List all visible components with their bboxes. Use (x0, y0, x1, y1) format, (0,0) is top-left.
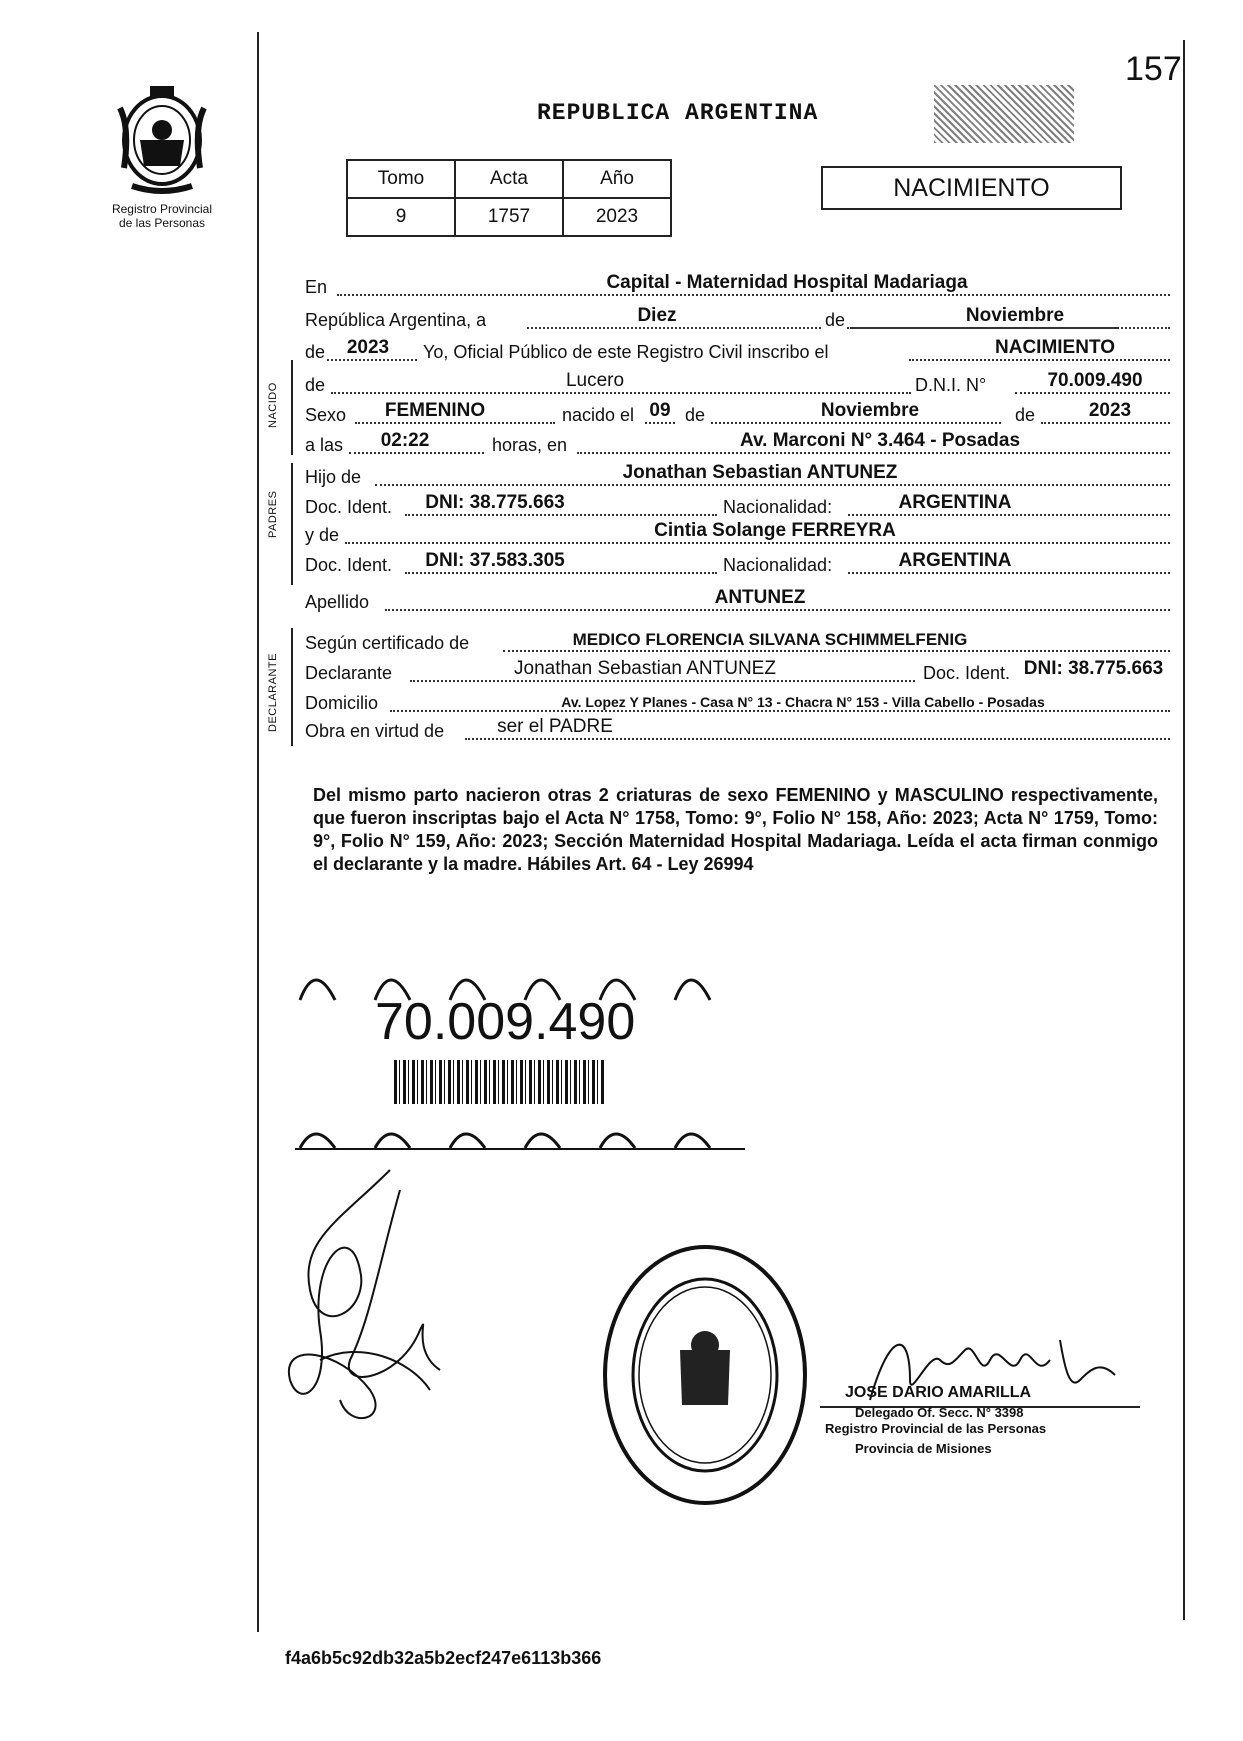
record-type-box: NACIMIENTO (821, 166, 1122, 210)
value-birth-day: 09 (649, 400, 671, 421)
label-horas: horas, en (492, 435, 568, 455)
label-doc-ident-declarante: Doc. Ident. (923, 663, 1011, 683)
logo-caption (97, 202, 227, 230)
value-place: Capital - Maternidad Hospital Madariaga (606, 272, 968, 293)
security-pattern (934, 85, 1074, 143)
value-mother: Cintia Solange FERREYRA (654, 520, 896, 541)
row-name (305, 368, 1170, 398)
dotted-line (503, 650, 1170, 652)
dotted-line (848, 514, 1170, 516)
official-line3: Provincia de Misiones (855, 1441, 992, 1456)
declarant-signature (280, 1160, 490, 1430)
value-birth-year: 2023 (1088, 400, 1132, 421)
value-father: Jonathan Sebastian ANTUNEZ (622, 462, 898, 483)
label-republica: República Argentina, a (305, 310, 487, 330)
page-number: 157 (1125, 50, 1182, 88)
label-apellido: Apellido (305, 592, 370, 612)
province-logo (110, 78, 215, 198)
value-certificate: MEDICO FLORENCIA SILVANA SCHIMMELFENIG (572, 630, 968, 649)
label-nacido-el: nacido el (562, 405, 635, 425)
value-time: 02:22 (380, 430, 430, 451)
label-en: En (305, 277, 328, 297)
label-de-month: de (685, 405, 706, 425)
label-certificado: Según certificado de (305, 633, 470, 653)
dotted-line (390, 710, 1170, 712)
value-birth-address: Av. Marconi N° 3.464 - Posadas (739, 430, 1021, 451)
dotted-line (848, 572, 1170, 574)
row-father-doc (305, 490, 1170, 520)
dotted-line (410, 680, 915, 682)
section-label-padres: PADRES (267, 490, 279, 538)
table-cell-tomo: 9 (347, 198, 455, 236)
dotted-line (405, 514, 717, 516)
row-father (305, 460, 1170, 490)
value-father-doc: DNI: 38.775.663 (425, 492, 565, 513)
label-doc-ident-mother: Doc. Ident. (305, 555, 393, 575)
dotted-line (711, 422, 1001, 424)
label-nacionalidad-mother: Nacionalidad: (723, 555, 833, 575)
row-domicilio (305, 686, 1170, 716)
row-time (305, 428, 1170, 458)
row-mother (305, 518, 1170, 548)
label-de: de (825, 310, 846, 330)
label-hijo-de: Hijo de (305, 467, 362, 487)
security-strip-bottom (295, 1120, 745, 1150)
logo-caption-line1: Registro Provincial (111, 202, 213, 216)
value-dni: 70.009.490 (1047, 370, 1143, 391)
row-declarante (305, 656, 1170, 686)
value-domicilio: Av. Lopez Y Planes - Casa N° 13 - Chacra N° 153 - Villa Cabello - Posadas (561, 694, 1045, 710)
coat-of-arms-icon (110, 78, 215, 198)
label-nacionalidad: Nacionalidad: (723, 497, 833, 517)
logo-caption-line2: de las Personas (118, 216, 206, 230)
left-margin-line (257, 32, 259, 1632)
value-day: Diez (637, 305, 677, 326)
registry-table-header (347, 160, 671, 198)
dotted-line (375, 484, 1170, 486)
label-de-year: de (305, 342, 326, 362)
label-declarante: Declarante (305, 663, 393, 683)
table-header-ano: Año (563, 160, 671, 198)
section-label-declarante: DECLARANTE (267, 653, 279, 732)
table-header-tomo: Tomo (347, 160, 455, 198)
dotted-line (850, 327, 1170, 329)
value-month: Noviembre (965, 305, 1065, 326)
row-mother-doc (305, 548, 1170, 578)
section-bar-nacido (291, 360, 293, 455)
dotted-line (577, 452, 1170, 454)
table-cell-acta: 1757 (455, 198, 563, 236)
label-de-year2: de (1015, 405, 1036, 425)
value-father-nat: ARGENTINA (898, 492, 1012, 513)
section-bar-declarante (291, 628, 293, 746)
row-statement (305, 335, 1170, 365)
label-domicilio: Domicilio (305, 693, 379, 713)
registry-table-row (347, 198, 671, 236)
label-sexo: Sexo (305, 405, 347, 425)
value-sexo: FEMENINO (384, 400, 486, 421)
label-de-name: de (305, 375, 326, 395)
value-name: Lucero (565, 370, 625, 391)
row-certificate (305, 626, 1170, 656)
page-title: REPUBLICA ARGENTINA (537, 100, 819, 126)
barcode (394, 1060, 604, 1104)
value-declarante-doc: DNI: 38.775.663 (1023, 658, 1164, 679)
value-statement: NACIMIENTO (995, 337, 1115, 358)
label-doc-ident: Doc. Ident. (305, 497, 393, 517)
official-line2: Registro Provincial de las Personas (825, 1421, 1047, 1436)
value-declarante: Jonathan Sebastian ANTUNEZ (514, 658, 776, 679)
row-obra (305, 714, 1170, 744)
dotted-line (465, 738, 1170, 740)
registry-table (346, 159, 672, 237)
dotted-line (645, 422, 675, 424)
value-mother-doc: DNI: 37.583.305 (425, 550, 565, 571)
label-dni: D.N.I. N° (915, 375, 987, 395)
value-birth-month: Noviembre (820, 400, 920, 421)
value-surname: ANTUNEZ (714, 587, 806, 608)
section-bar-padres (291, 463, 293, 585)
document-hash: f4a6b5c92db32a5b2ecf247e6113b366 (285, 1648, 602, 1668)
dotted-line (1041, 422, 1170, 424)
dotted-line (385, 609, 1170, 611)
dotted-line (349, 452, 484, 454)
official-name: JOSE DARIO AMARILLA (845, 1384, 1032, 1401)
dotted-line (355, 422, 555, 424)
value-mother-nat: ARGENTINA (898, 550, 1012, 571)
label-a-las: a las (305, 435, 344, 455)
dotted-line (327, 359, 417, 361)
value-year: 2023 (346, 337, 390, 358)
table-header-acta: Acta (455, 160, 563, 198)
dotted-line (405, 572, 717, 574)
dotted-line (909, 359, 1170, 361)
dotted-line (337, 294, 1170, 296)
label-y-de: y de (305, 525, 340, 545)
barcode-number: 70.009.490 (375, 993, 636, 1051)
row-surname (305, 585, 1170, 615)
row-sexo (305, 398, 1170, 428)
section-label-nacido: NACIDO (267, 382, 279, 428)
dotted-line (1015, 392, 1170, 394)
official-line1: Delegado Of. Secc. N° 3398 (855, 1405, 1024, 1420)
value-obra: ser el PADRE (497, 716, 613, 737)
dotted-line (331, 392, 911, 394)
additional-note: Del mismo parto nacieron otras 2 criaturas de sexo FEMENINO y MASCULINO respectivamente, que fueron inscriptas bajo el Acta N° 1758, Tomo: 9°, Folio N° 158, Año: 2023; Acta N° 1759, Tomo: 9°, Folio N° 159, Año: 2023; Sección Maternidad Hospital Madariaga. Leída el acta firman conmigo el declarante y la madre. Hábiles Art. 64 - Ley 26994 (313, 785, 1158, 874)
row-date (305, 303, 1170, 333)
label-statement: Yo, Oficial Público de este Registro Civil inscribo el (423, 342, 829, 362)
right-margin-line (1183, 40, 1185, 1620)
official-block (825, 1385, 1155, 1457)
label-obra: Obra en virtud de (305, 721, 445, 741)
row-place (305, 270, 1170, 300)
dotted-line (345, 542, 1170, 544)
table-cell-ano: 2023 (563, 198, 671, 236)
